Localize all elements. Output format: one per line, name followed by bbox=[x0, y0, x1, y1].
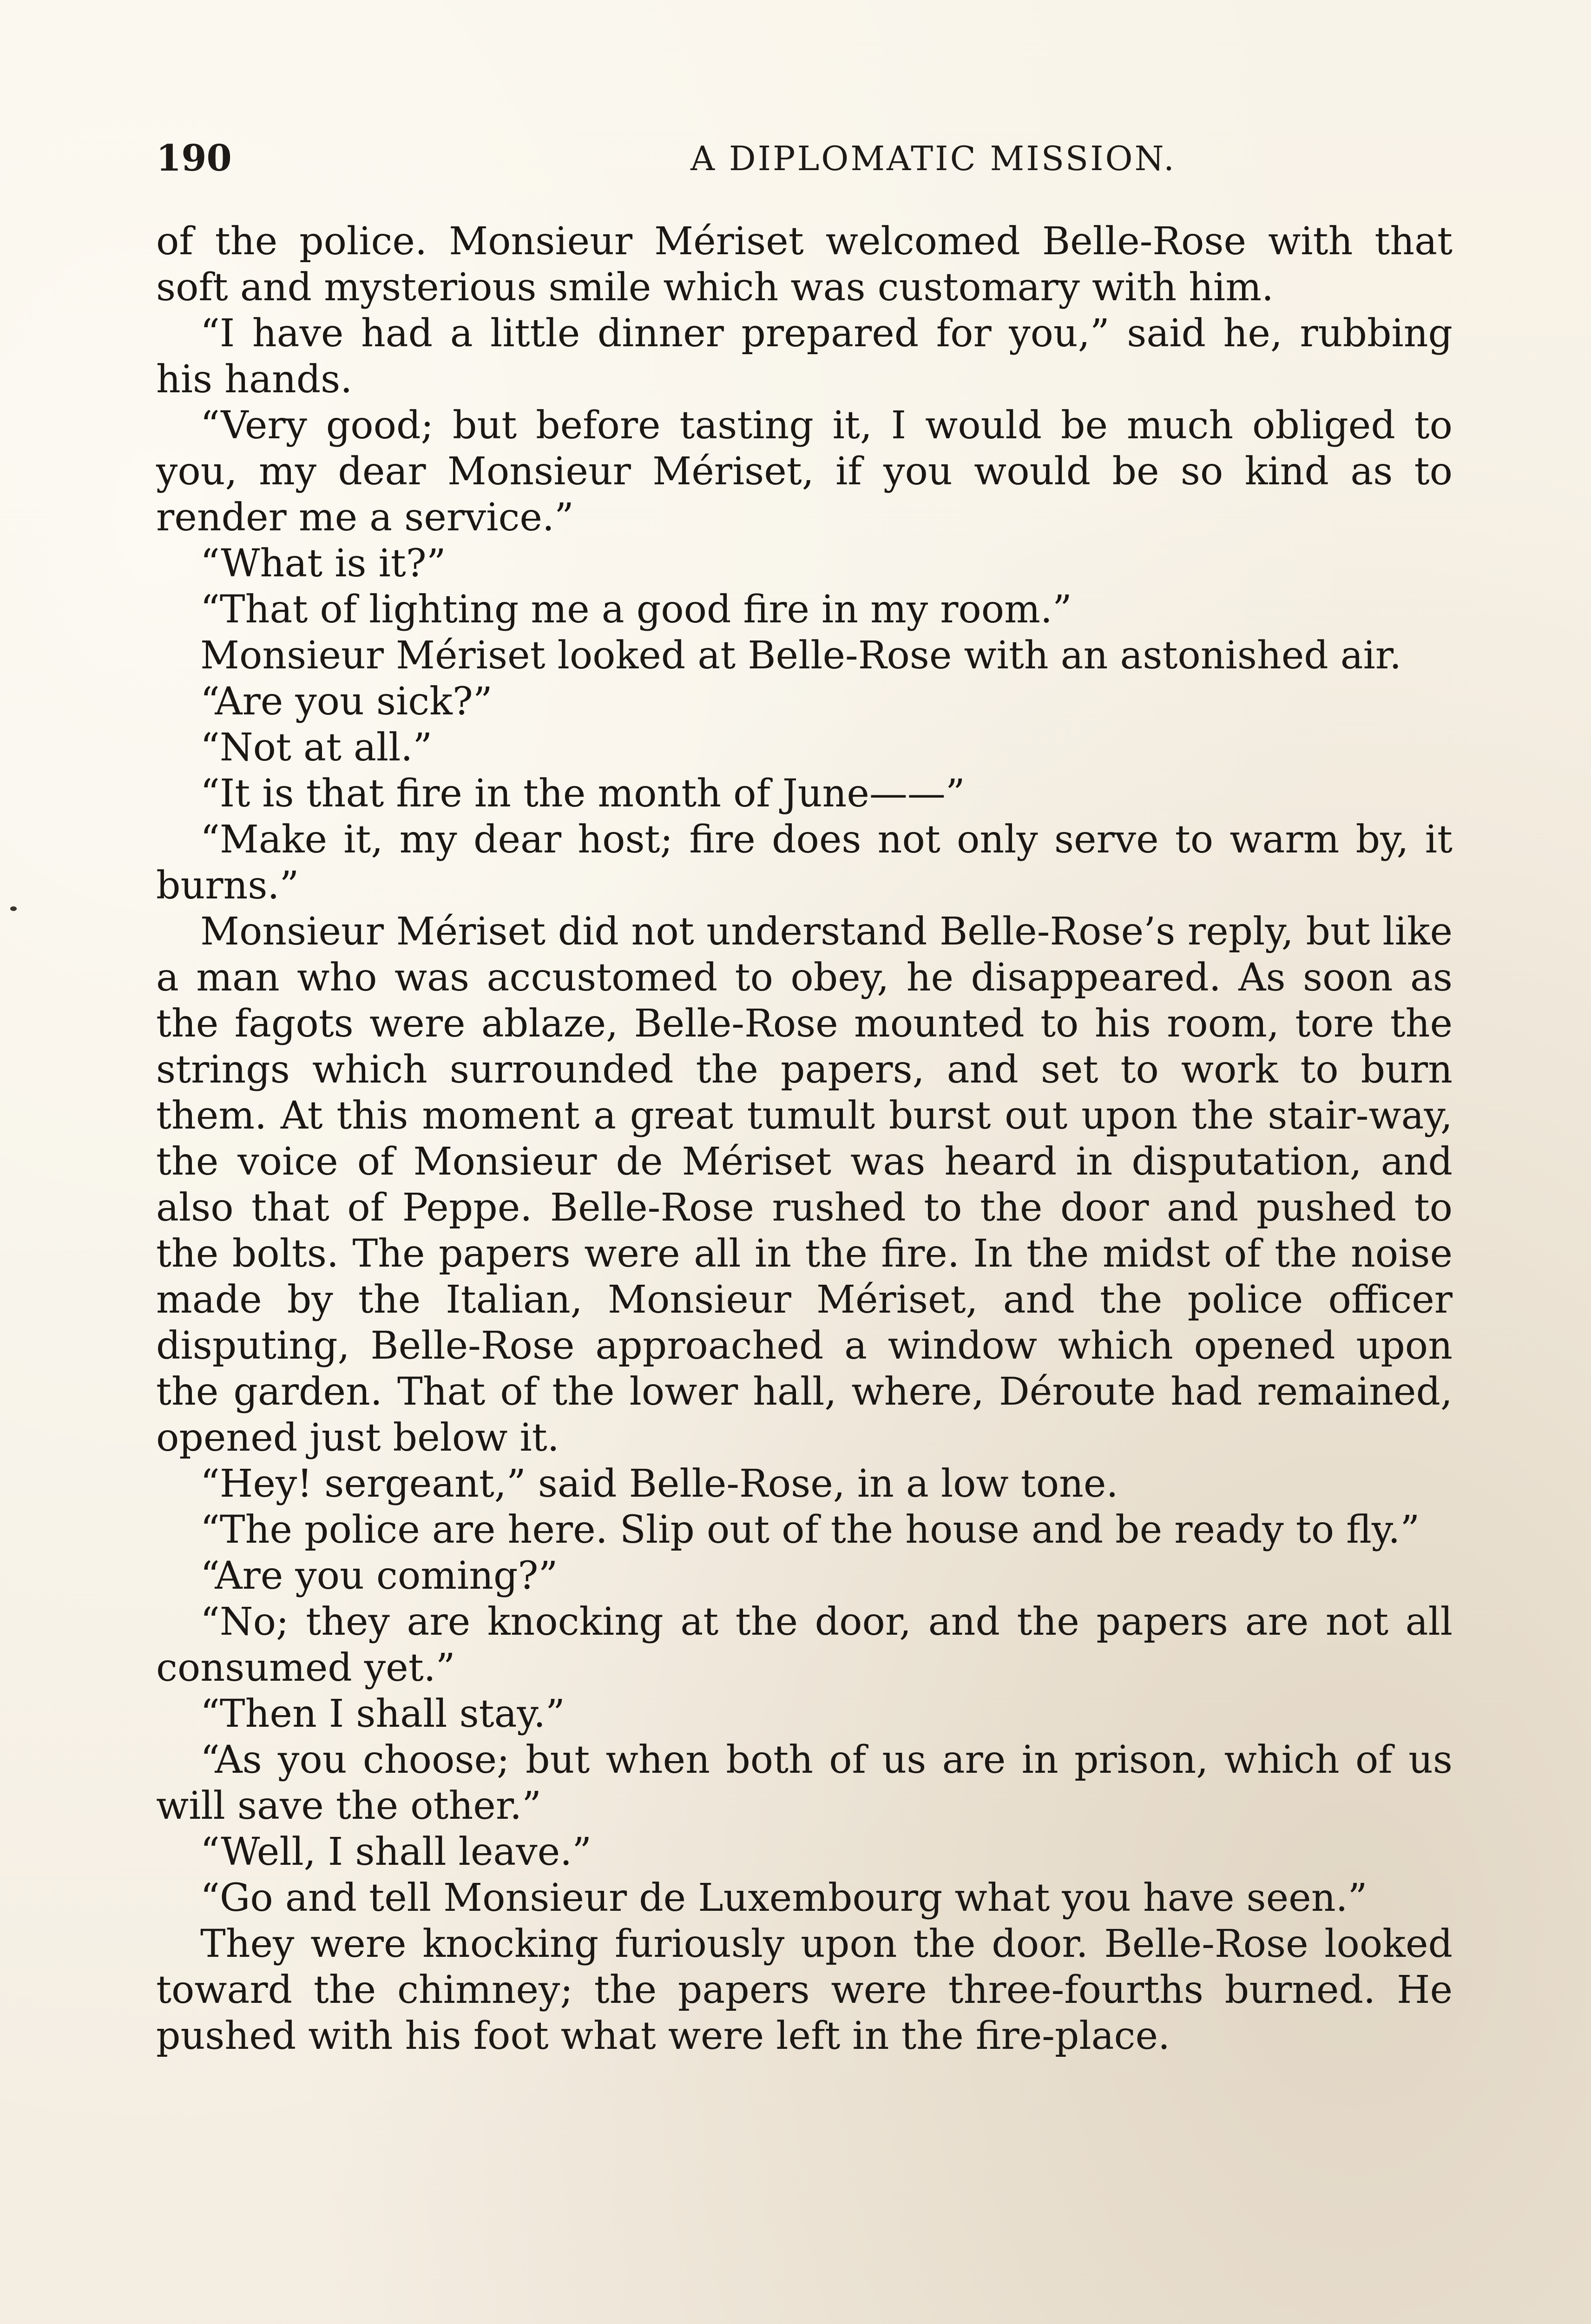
paragraph: “Make it, my dear host; fire does not only serve to warm by, it burns.” bbox=[156, 818, 1453, 908]
paragraph: “Well, I shall leave.” bbox=[200, 1830, 592, 1874]
paragraph: of the police. Monsieur Mériset welcomed Belle-Rose with that soft and mysterious smile which was customary with him. bbox=[156, 219, 1453, 310]
paragraph: “Go and tell Monsieur de Luxembourg what you have seen.” bbox=[200, 1876, 1367, 1920]
paragraph: “Then I shall stay.” bbox=[200, 1692, 565, 1736]
paragraph: “Are you coming?” bbox=[200, 1554, 558, 1598]
body-text bbox=[156, 218, 1453, 2059]
paragraph: “Hey! sergeant,” said Belle-Rose, in a low tone. bbox=[200, 1462, 1118, 1506]
paragraph: “I have had a little dinner prepared for you,” said he, rubbing his hands. bbox=[156, 311, 1453, 402]
paragraph: “Not at all.” bbox=[200, 726, 433, 770]
paragraph: “No; they are knocking at the door, and the papers are not all consumed yet.” bbox=[156, 1600, 1453, 1690]
paragraph: Monsieur Mériset did not understand Belle-Rose’s reply, but like a man who was accustomed to obey, he disappeared. As soon as the fagots were ablaze, Belle-Rose mounted to his room, tore the strings which surrounded the papers, and set to work to burn them. At this moment a great tumult burst out upon the stair-way, the voice of Monsieur de Mériset was heard in disputation, and also that of Peppe. Belle-Rose rushed to the door and pushed to the bolts. The papers were all in the fire. In the midst of the noise made by the Italian, Monsieur Mériset, and the police officer disputing, Belle-Rose approached a window which opened upon the garden. That of the lower hall, where, Déroute had remained, opened just below it. bbox=[156, 910, 1453, 1460]
paragraph: Monsieur Mériset looked at Belle-Rose with an astonished air. bbox=[200, 634, 1402, 678]
paragraph: They were knocking furiously upon the door. Belle-Rose looked toward the chimney; the papers were three-fourths burned. He pushed with his foot what were left in the fire-place. bbox=[156, 1922, 1453, 2058]
running-head: A DIPLOMATIC MISSION. bbox=[690, 139, 1176, 178]
paragraph: “The police are here. Slip out of the house and be ready to fly.” bbox=[200, 1508, 1420, 1552]
paper-speck bbox=[10, 906, 17, 911]
page-number: 190 bbox=[156, 137, 232, 179]
paragraph: “Very good; but before tasting it, I would be much obliged to you, my dear Monsieur Mériset, if you would be so kind as to render me a service.” bbox=[156, 403, 1453, 540]
paragraph: “Are you sick?” bbox=[200, 680, 493, 724]
paragraph: “It is that fire in the month of June——” bbox=[200, 772, 965, 816]
paragraph: “That of lighting me a good fire in my room.” bbox=[200, 588, 1072, 632]
paragraph: “As you choose; but when both of us are in prison, which of us will save the other.” bbox=[156, 1738, 1453, 1828]
page-header bbox=[156, 133, 1457, 184]
paragraph: “What is it?” bbox=[200, 541, 446, 586]
